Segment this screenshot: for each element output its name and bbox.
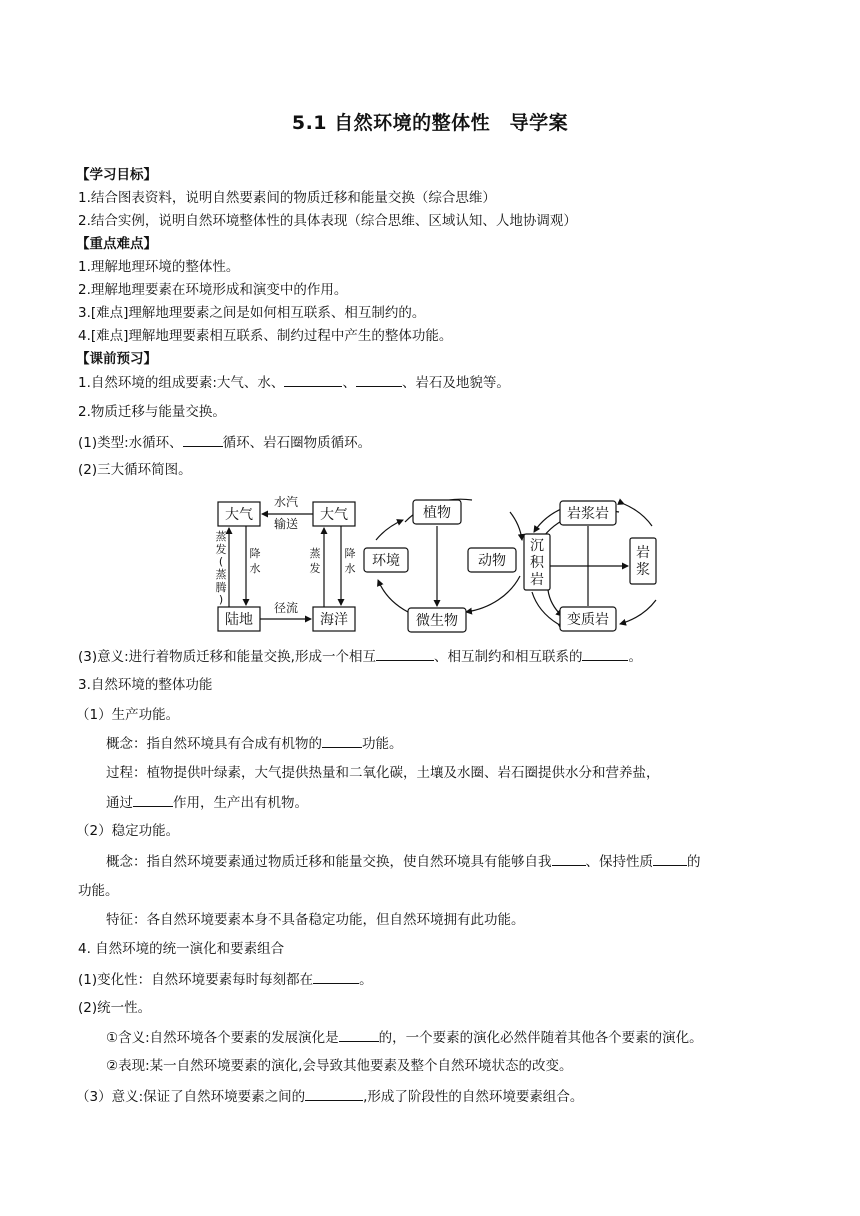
runoff-label: 径流: [273, 601, 299, 615]
preview-line-5: [78, 646, 642, 667]
fill-blank[interactable]: [376, 646, 434, 661]
animal-label: 动物: [478, 553, 506, 569]
preview-line-9: 过程：植物提供叶绿素，大气提供热量和二氧化碳，土壤及水圈、岩石圈提供水分和营养盐，: [106, 765, 660, 781]
environment-label: 环境: [372, 553, 400, 569]
precip-left-char: 水: [249, 562, 261, 575]
atmosphere-left-label: 大气: [225, 507, 253, 523]
preview-line-19: ②表现:某一自然环境要素的演化,会导致其他要素及整个自然环境状态的改变。: [106, 1058, 573, 1074]
precip-left-char: 降: [249, 547, 261, 560]
vapor-label: 水汽: [273, 495, 299, 509]
bio-cycle: [364, 499, 522, 632]
fill-blank[interactable]: [313, 969, 359, 984]
text: 循环、岩石圈物质循环。: [222, 435, 372, 451]
text: 。: [628, 649, 642, 665]
text: 的: [687, 854, 701, 870]
evap-right-char: 蒸: [309, 547, 321, 560]
section-heading-goals: 【学习目标】: [76, 167, 157, 183]
preview-line-2: 2.物质迁移与能量交换。: [78, 404, 226, 420]
preview-line-17: (2)统一性。: [78, 1000, 152, 1016]
text: 概念：指自然环境具有合成有机物的: [106, 736, 322, 752]
key-item: 4.[难点]理解地理要素相互联系、制约过程中产生的整体功能。: [78, 328, 453, 344]
text: 作用，生产出有机物。: [173, 795, 308, 811]
sedimentary-rock-char: 积: [530, 555, 544, 571]
section-heading-preview: 【课前预习】: [76, 351, 157, 367]
text: (1)类型:水循环、: [78, 435, 183, 451]
magma-char: 岩: [636, 545, 650, 561]
evap-left-char: 蒸: [215, 530, 227, 543]
preview-line-4: (2)三大循环简图。: [78, 462, 192, 478]
evap-left-char: 腾: [215, 581, 227, 594]
text: ①含义:自然环境各个要素的发展演化是: [106, 1030, 339, 1046]
preview-line-13: 功能。: [78, 883, 119, 899]
goal-item: 2.结合实例，说明自然环境整体性的具体表现（综合思维、区域认知、人地协调观）: [78, 213, 577, 229]
rock-cycle: [524, 501, 656, 631]
text: 的，一个要素的演化必然伴随着其他各个要素的演化。: [378, 1030, 703, 1046]
section-heading-key: 【重点难点】: [76, 236, 157, 252]
preview-line-18: [106, 1027, 703, 1048]
precip-right-char: 水: [344, 562, 356, 575]
fill-blank[interactable]: [356, 372, 402, 387]
preview-line-1: [78, 372, 510, 393]
water-cycle: [216, 494, 356, 631]
precip-right-char: 降: [344, 547, 356, 560]
text: 、: [342, 375, 356, 391]
preview-line-8: [106, 733, 403, 754]
metamorphic-rock-label: 变质岩: [567, 612, 609, 628]
text: 、岩石及地貌等。: [401, 375, 510, 391]
preview-line-20: [76, 1086, 583, 1107]
key-item: 3.[难点]理解地理要素之间是如何相互联系、相互制约的。: [78, 305, 426, 321]
fill-blank[interactable]: [339, 1027, 379, 1042]
plant-label: 植物: [423, 505, 451, 521]
preview-line-7: （1）生产功能。: [76, 707, 180, 723]
key-item: 1.理解地理环境的整体性。: [78, 259, 240, 275]
preview-line-3: [78, 432, 371, 453]
text: 概念：指自然环境要素通过物质迁移和能量交换，使自然环境具有能够自我: [106, 854, 552, 870]
fill-blank[interactable]: [322, 733, 362, 748]
fill-blank[interactable]: [284, 372, 342, 387]
preview-line-10: [106, 792, 308, 813]
fill-blank[interactable]: [653, 851, 687, 866]
sedimentary-rock-char: 沉: [530, 538, 544, 554]
text: 。: [359, 972, 373, 988]
evap-left-char: (: [218, 555, 224, 568]
land-label: 陆地: [225, 612, 253, 628]
key-item: 2.理解地理要素在环境形成和演变中的作用。: [78, 282, 348, 298]
preview-line-12: [106, 851, 701, 872]
fill-blank[interactable]: [133, 792, 173, 807]
text: 通过: [106, 795, 133, 811]
fill-blank[interactable]: [183, 432, 223, 447]
transport-label: 输送: [273, 517, 299, 531]
text: 、保持性质: [585, 854, 653, 870]
preview-line-14: 特征：各自然环境要素本身不具备稳定功能，但自然环境拥有此功能。: [106, 912, 525, 928]
preview-line-16: [78, 969, 373, 990]
atmosphere-right-label: 大气: [320, 507, 348, 523]
fill-blank[interactable]: [305, 1086, 363, 1101]
evap-left-char: 发: [215, 543, 227, 556]
preview-line-11: （2）稳定功能。: [76, 823, 180, 839]
page-title: 5.1 自然环境的整体性 导学案: [291, 112, 569, 134]
text: (1)变化性：自然环境要素每时每刻都在: [78, 972, 314, 988]
preview-line-6: 3.自然环境的整体功能: [78, 677, 213, 693]
text: 、相互制约和相互联系的: [433, 649, 583, 665]
evap-right-char: 发: [309, 562, 321, 575]
ocean-label: 海洋: [320, 612, 348, 628]
evap-left-char: ): [218, 593, 224, 606]
goal-item: 1.结合图表资料，说明自然要素间的物质迁移和能量交换（综合思维）: [78, 190, 496, 206]
magmatic-rock-label: 岩浆岩: [567, 506, 609, 522]
text: (3)意义:进行着物质迁移和能量交换,形成一个相互: [78, 649, 376, 665]
preview-line-15: 4. 自然环境的统一演化和要素组合: [78, 941, 285, 957]
fill-blank[interactable]: [552, 851, 586, 866]
text: 功能。: [362, 736, 403, 752]
sedimentary-rock-char: 岩: [530, 572, 544, 588]
text: ,形成了阶段性的自然环境要素组合。: [363, 1089, 584, 1105]
evap-left-char: 蒸: [215, 568, 227, 581]
fill-blank[interactable]: [582, 646, 628, 661]
magma-char: 浆: [636, 562, 650, 578]
text: 1.自然环境的组成要素:大气、水、: [78, 375, 285, 391]
microbe-label: 微生物: [416, 613, 458, 629]
three-cycles-diagram: [210, 490, 680, 640]
text: （3）意义:保证了自然环境要素之间的: [76, 1089, 306, 1105]
